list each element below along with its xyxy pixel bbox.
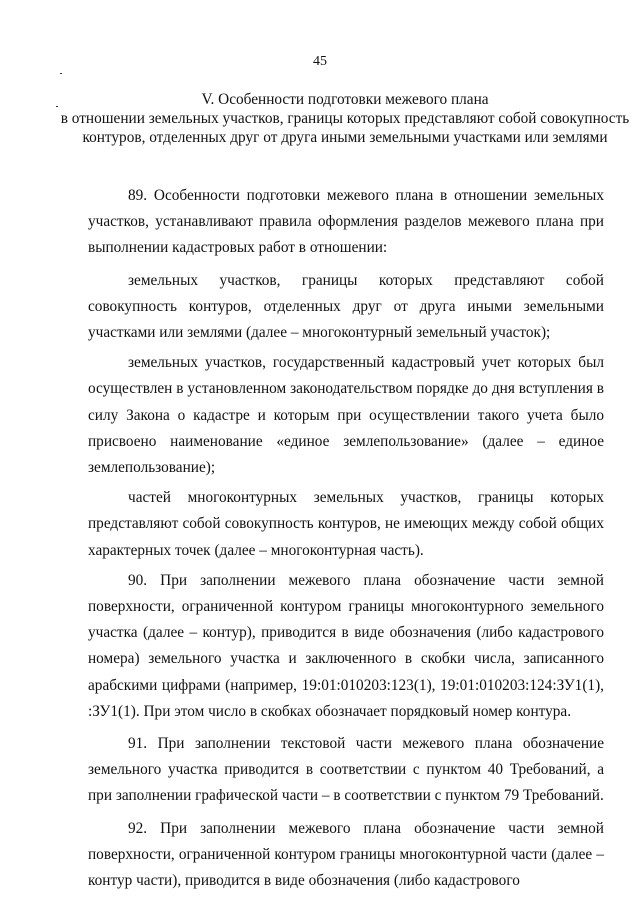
list-item: земельных участков, границы которых представляют собой совокупность контуров, отделенных друг от друга иными земельными участками или землями (далее – многоконтурный земельный участок); — [88, 271, 604, 342]
body-text — [88, 183, 604, 900]
paragraph-89: 89. Особенности подготовки межевого плана в отношении земельных участков, устанавливают правила оформления разделов межевого плана при выполнении кадастровых работ в отношении: — [88, 187, 604, 257]
paragraph-92: 92. При заполнении межевого плана обозначение части земной поверхности, ограниченной контуром границы многоконтурной части (далее – контур части), приводится в виде обозначения (либо кадастрового — [88, 819, 604, 890]
section-subtitle: в отношении земельных участков, границы которых представляют собой совокупность контуров, отделенных друг от друга иными земельными участками или землями — [60, 110, 630, 146]
section-heading — [60, 90, 630, 147]
scan-speck — [60, 73, 62, 74]
paragraph-91: 91. При заполнении текстовой части межевого плана обозначение земельного участка приводится в соответствии с пунктом 40 Требований, а при заполнении графической части – в соответствии с пунктом 79 Требований. — [88, 735, 604, 805]
paragraph-90: 90. При заполнении межевого плана обозначение части земной поверхности, ограниченной контуром границы многоконтурного земельного участка (далее – контур), приводится в виде обозначения (либо кадастрового номера) земельного участка и заключенного в скобки числа, записанного арабскими цифрами (например, 19:01:010203:123(1), 19:01:010203:124:ЗУ1(1), :ЗУ1(1). При этом число в скобках обозначает порядковый номер контура. — [88, 571, 604, 720]
scan-speck — [56, 106, 58, 107]
section-title: V. Особенности подготовки межевого плана — [201, 91, 489, 108]
page-number: 45 — [313, 54, 327, 69]
list-item: частей многоконтурных земельных участков, границы которых представляют собой совокупность контуров, не имеющих между собой общих характерных точек (далее – многоконтурная часть). — [88, 489, 604, 559]
list-item: земельных участков, государственный кадастровый учет которых был осуществлен в установленном законодательством порядке до дня вступления в силу Закона о кадастре и которым при осуществлении такого учета было присвоено наименование «единое землепользование» (далее – единое землепользование); — [88, 354, 604, 477]
